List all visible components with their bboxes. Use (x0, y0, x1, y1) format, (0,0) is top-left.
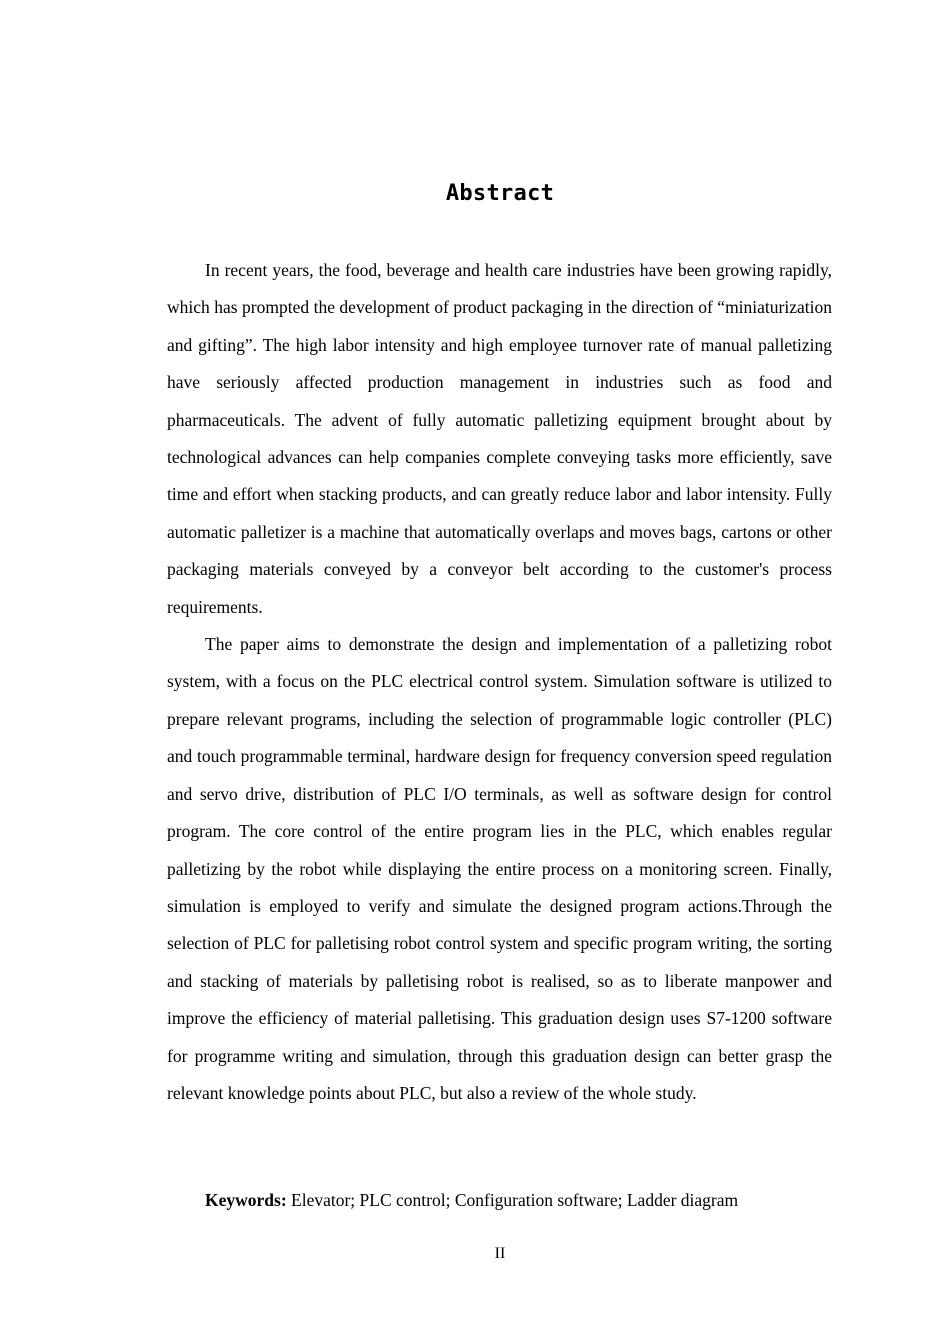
keywords-line (205, 1183, 738, 1217)
abstract-paragraph-1: In recent years, the food, beverage and health care industries have been growing rapidly, which has prompted the development of product packaging in the direction of “miniaturization and gifting”. The high labor intensity and high employee turnover rate of manual palletizing have seriously affected production management in industries such as food and pharmaceuticals. The advent of fully automatic palletizing equipment brought about by technological advances can help companies complete conveying tasks more efficiently, save time and effort when stacking products, and can greatly reduce labor and labor intensity. Fully automatic palletizer is a machine that automatically overlaps and moves bags, cartons or other packaging materials conveyed by a conveyor belt according to the customer's process requirements. (167, 260, 832, 617)
keywords-text: Elevator; PLC control; Configuration software; Ladder diagram (286, 1190, 739, 1210)
abstract-title: Abstract (445, 181, 555, 206)
abstract-body (167, 252, 832, 1112)
abstract-paragraph-2: The paper aims to demonstrate the design and implementation of a palletizing robot system, with a focus on the PLC electrical control system. Simulation software is utilized to prepare relevant programs, including the selection of programmable logic controller (PLC) and touch programmable terminal, hardware design for frequency conversion speed regulation and servo drive, distribution of PLC I/O terminals, as well as software design for control program. The core control of the entire program lies in the PLC, which enables regular palletizing by the robot while displaying the entire process on a monitoring screen. Finally, simulation is employed to verify and simulate the designed program actions.Through the selection of PLC for palletising robot control system and specific program writing, the sorting and stacking of materials by palletising robot is realised, so as to liberate manpower and improve the efficiency of material palletising. This graduation design uses S7-1200 software for programme writing and simulation, through this graduation design can better grasp the relevant knowledge points about PLC, but also a review of the whole study. (167, 634, 832, 1103)
keywords-label: Keywords: (205, 1190, 287, 1210)
page-number: II (494, 1245, 506, 1262)
